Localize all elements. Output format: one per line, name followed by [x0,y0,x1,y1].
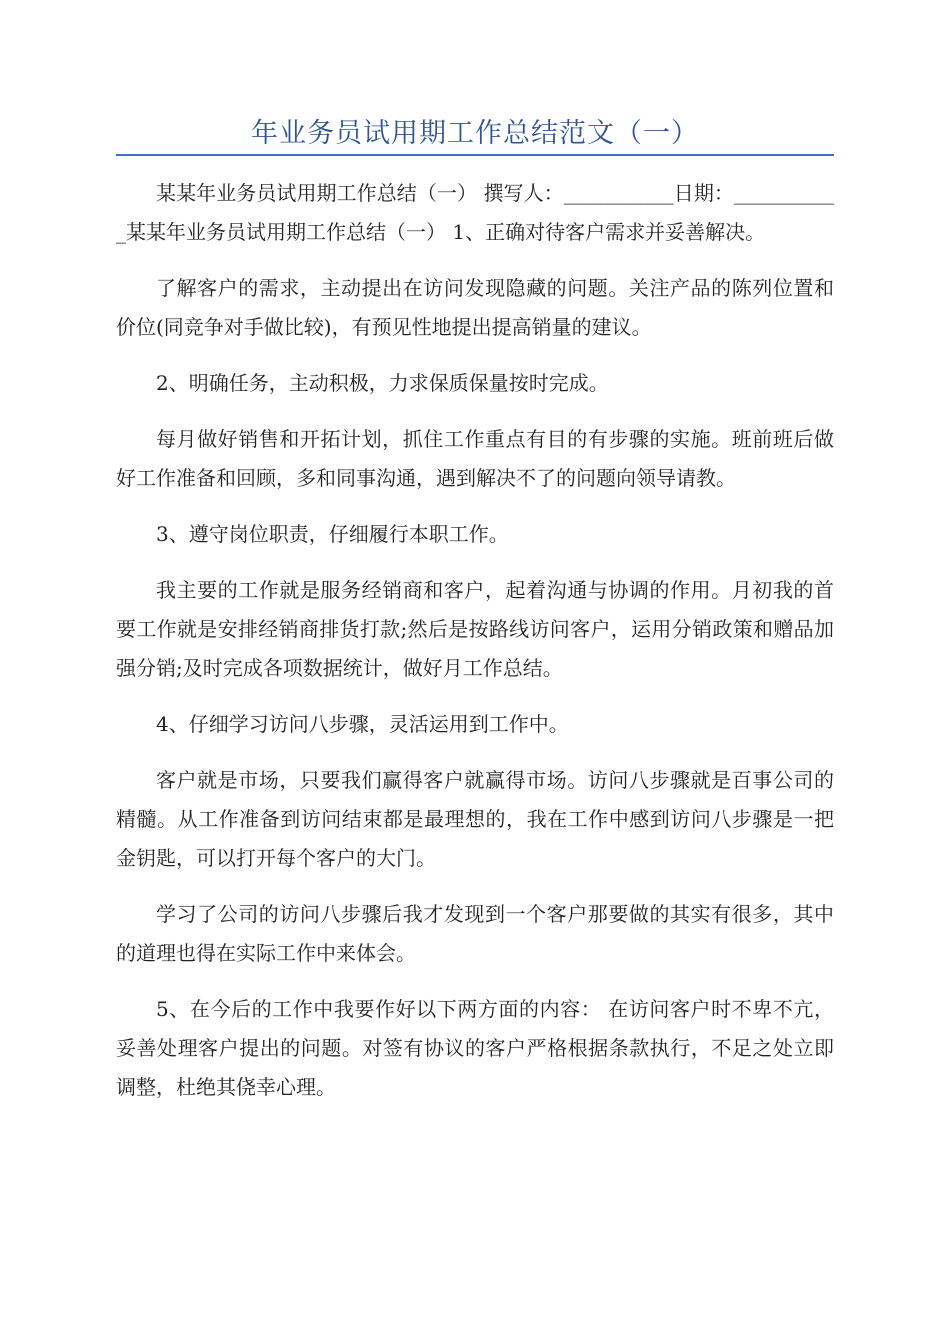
document-body [116,174,834,1107]
paragraph: 学习了公司的访问八步骤后我才发现到一个客户那要做的其实有很多，其中的道理也得在实际工作中来体会。 [116,902,834,965]
paragraph: 我主要的工作就是服务经销商和客户，起着沟通与协调的作用。月初我的首要工作就是安排经销商排货打款;然后是按路线访问客户，运用分销政策和赠品加强分销;及时完成各项数据统计，做好月工作总结。 [116,578,834,680]
paragraph: 每月做好销售和开拓计划，抓住工作重点有目的有步骤的实施。班前班后做好工作准备和回顾，多和同事沟通，遇到解决不了的问题向领导请教。 [116,427,834,490]
title-underline [116,154,834,156]
paragraph-heading-2: 2、明确任务，主动积极，力求保质保量按时完成。 [156,371,609,395]
paragraph-intro: 某某年业务员试用期工作总结（一） 撰写人：___________日期：___________某某年业务员试用期工作总结（一） 1、正确对待客户需求并妥善解决。 [116,181,834,244]
paragraph-heading-3: 3、遵守岗位职责，仔细履行本职工作。 [156,522,509,546]
paragraph-heading-4: 4、仔细学习访问八步骤，灵活运用到工作中。 [156,712,569,736]
paragraph-heading-5: 5、在今后的工作中我要作好以下两方面的内容： 在访问客户时不卑不亢，妥善处理客户提出的问题。对签有协议的客户严格根据条款执行，不足之处立即调整，杜绝其侥幸心理。 [116,997,834,1099]
paragraph: 客户就是市场，只要我们赢得客户就赢得市场。访问八步骤就是百事公司的精髓。从工作准备到访问结束都是最理想的，我在工作中感到访问八步骤是一把金钥匙，可以打开每个客户的大门。 [116,768,834,870]
document-title: 年业务员试用期工作总结范文（一） [251,118,699,149]
paragraph: 了解客户的需求，主动提出在访问发现隐藏的问题。关注产品的陈列位置和价位(同竞争对手做比较)，有预见性地提出提高销量的建议。 [116,276,834,339]
